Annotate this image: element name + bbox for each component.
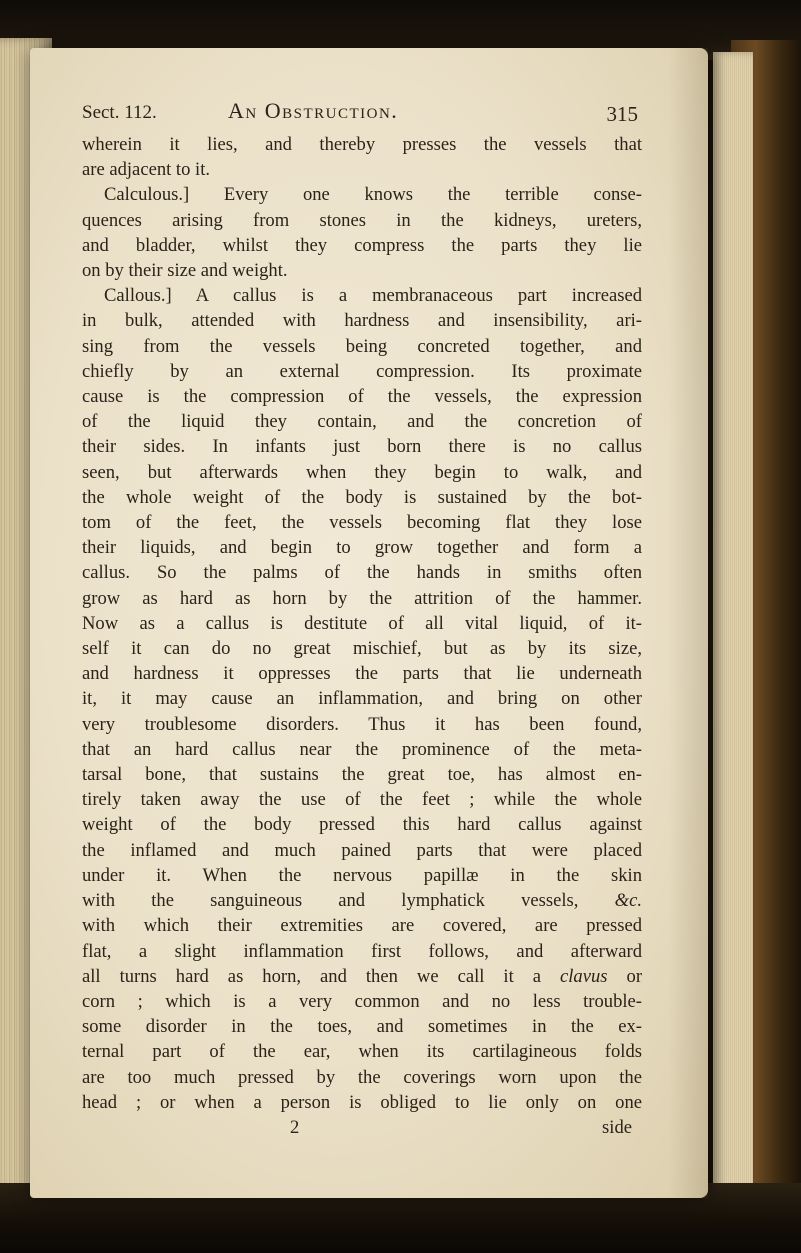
- text-line: of the liquid they contain, and the concretion of: [82, 411, 642, 433]
- text-line: tom of the feet, the vessels becoming flat they lose: [82, 512, 642, 534]
- text-line: in bulk, attended with hardness and insensibility, ari-: [82, 310, 642, 332]
- text-line: all turns hard as horn, and then we call it a clavus or: [82, 965, 643, 987]
- section-label: Sect. 112.: [82, 102, 157, 123]
- page-footer: [82, 1115, 642, 1139]
- text-line: callus. So the palms of the hands in smiths often: [82, 562, 642, 584]
- running-title: An Obstruction.: [228, 98, 399, 123]
- text-line: chiefly by an external compression. Its proximate: [82, 360, 642, 382]
- text-line: very troublesome disorders. Thus it has been found,: [82, 713, 642, 735]
- text-line: Calculous.] Every one knows the terrible conse-: [104, 184, 642, 206]
- text-line: sing from the vessels being concreted together, and: [82, 335, 642, 357]
- text-line: some disorder in the toes, and sometimes in the ex-: [82, 1016, 642, 1038]
- right-page-edges: [713, 52, 753, 1202]
- text-line: flat, a slight inflammation first follows, and afterward: [82, 940, 642, 962]
- text-line: ternal part of the ear, when its cartilagineous folds: [82, 1041, 642, 1063]
- text-line: wherein it lies, and thereby presses the vessels that: [82, 134, 642, 155]
- text-line: and hardness it oppresses the parts that lie underneath: [82, 663, 642, 685]
- text-line: self it can do no great mischief, but as by its size,: [82, 638, 642, 660]
- text-line: Callous.] A callus is a membranaceous part increased: [104, 285, 642, 307]
- text-line: grow as hard as horn by the attrition of the hammer.: [82, 587, 642, 609]
- text-line: weight of the body pressed this hard callus against: [82, 814, 642, 836]
- text-line: head ; or when a person is obliged to lie only on one: [82, 1091, 642, 1113]
- text-line: seen, but afterwards when they begin to walk, and: [82, 461, 642, 483]
- text-line: tarsal bone, that sustains the great toe, has almost en-: [82, 764, 642, 786]
- text-line: their sides. In infants just born there is no callus: [82, 436, 642, 458]
- catchword: side: [602, 1116, 632, 1138]
- text-line: tirely taken away the use of the feet ; while the whole: [82, 789, 642, 811]
- text-line: and bladder, whilst they compress the parts they lie: [82, 234, 642, 256]
- body-text: [82, 132, 642, 1115]
- text-line: are adjacent to it.: [82, 159, 211, 181]
- text-line: their liquids, and begin to grow together and form a: [82, 537, 642, 559]
- signature-mark: 2: [290, 1116, 300, 1138]
- text-line: it, it may cause an inflammation, and bring on other: [82, 688, 642, 710]
- page-number: 315: [606, 102, 638, 126]
- text-line: under it. When the nervous papillæ in the skin: [82, 864, 642, 886]
- text-line: the inflamed and much pained parts that were placed: [82, 839, 642, 861]
- text-line: that an hard callus near the prominence of the meta-: [82, 738, 642, 760]
- text-line: Now as a callus is destitute of all vital liquid, of it-: [82, 612, 642, 634]
- text-line: with which their extremities are covered, are pressed: [82, 915, 642, 937]
- running-header: [82, 98, 642, 128]
- book-page: [30, 48, 708, 1198]
- text-line: quences arising from stones in the kidneys, ureters,: [82, 209, 642, 231]
- text-line: are too much pressed by the coverings worn upon the: [82, 1066, 642, 1088]
- text-line: the whole weight of the body is sustained by the bot-: [82, 486, 642, 508]
- text-line: cause is the compression of the vessels, the expression: [82, 386, 642, 408]
- text-line: corn ; which is a very common and no less trouble-: [82, 990, 642, 1012]
- page-text: [82, 98, 642, 1139]
- text-line: on by their size and weight.: [82, 260, 288, 282]
- text-line: with the sanguineous and lymphatick vessels, &c.: [82, 890, 642, 912]
